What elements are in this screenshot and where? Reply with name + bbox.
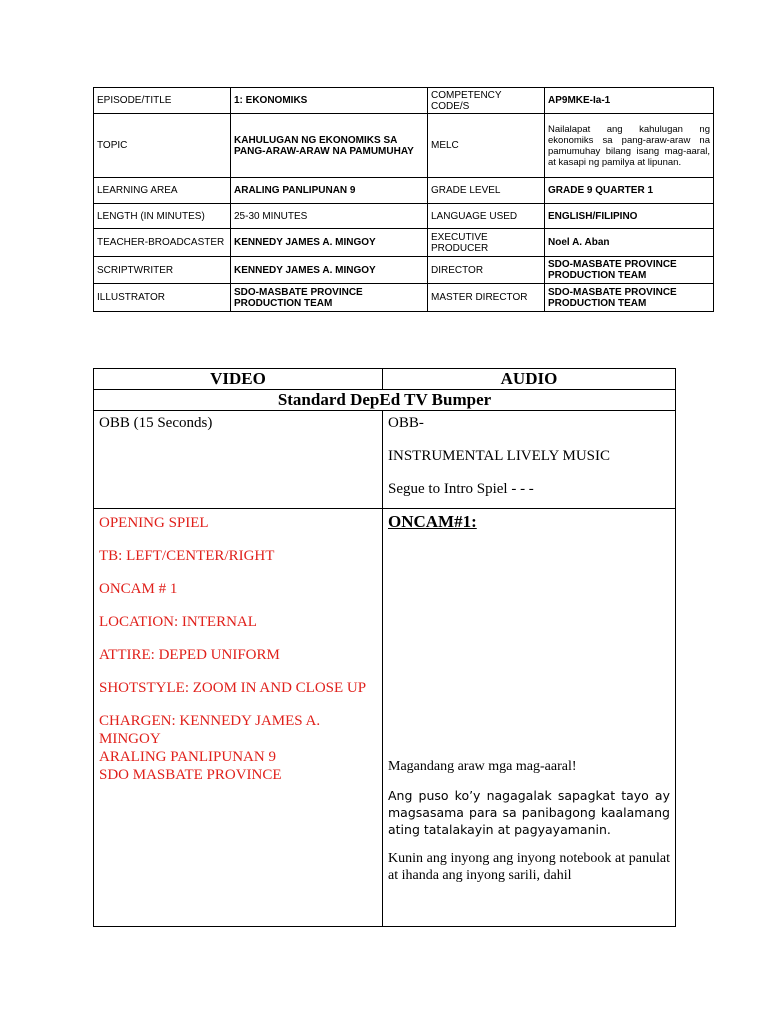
opening-spiel-text: OPENING SPIEL bbox=[99, 515, 209, 531]
location-text: LOCATION: INTERNAL bbox=[99, 614, 257, 630]
learning-area-value: ARALING PANLIPUNAN 9 bbox=[231, 178, 428, 204]
exec-producer-label: EXECUTIVE PRODUCER bbox=[428, 229, 545, 257]
obb-audio-cell bbox=[383, 411, 676, 509]
oncam-video-text: ONCAM # 1 bbox=[99, 581, 178, 597]
illustrator-value: SDO-MASBATE PROVINCE PRODUCTION TEAM bbox=[231, 284, 428, 312]
master-director-value: SDO-MASBATE PROVINCE PRODUCTION TEAM bbox=[545, 284, 714, 312]
info-row-scriptwriter bbox=[94, 257, 714, 284]
melc-value: Nailalapat ang kahulugan ng ekonomiks sa pang-araw-araw na pamumuhay bilang isang mag-aaral, at kasapi ng pamilya at lipunan. bbox=[545, 114, 714, 178]
video-header: VIDEO bbox=[94, 369, 383, 390]
topic-value: KAHULUGAN NG EKONOMIKS SA PANG-ARAW-ARAW NA PAMUMUHAY bbox=[231, 114, 428, 178]
obb-audio-line-1: OBB- bbox=[388, 415, 424, 431]
audio-paragraph-1: Ang puso ko’y nagagalak sapagkat tayo ay magsasama para sa panibagong kaalamang ating tatalakayin at pagyayamanin. bbox=[388, 788, 670, 837]
obb-video-cell bbox=[94, 411, 383, 509]
audio-greeting: Magandang araw mga mag-aaral! bbox=[388, 759, 577, 774]
audio-header: AUDIO bbox=[383, 369, 676, 390]
episode-value: 1: EKONOMIKS bbox=[231, 88, 428, 114]
oncam-audio-cell bbox=[383, 509, 676, 927]
director-label: DIRECTOR bbox=[428, 257, 545, 284]
learning-area-label: LEARNING AREA bbox=[94, 178, 231, 204]
language-value: ENGLISH/FILIPINO bbox=[545, 204, 714, 229]
episode-info-table bbox=[93, 87, 714, 312]
obb-row bbox=[94, 411, 676, 509]
oncam-audio-heading: ONCAM#1: bbox=[388, 512, 477, 531]
scriptwriter-label: SCRIPTWRITER bbox=[94, 257, 231, 284]
obb-audio-line-3: Segue to Intro Spiel - - - bbox=[388, 481, 534, 497]
audio-paragraph-2: Kunin ang inyong ang inyong notebook at panulat at ihanda ang inyong sarili, dahil bbox=[388, 851, 670, 883]
topic-label: TOPIC bbox=[94, 114, 231, 178]
chargen-text: CHARGEN: KENNEDY JAMES A. MINGOY bbox=[99, 713, 321, 747]
master-director-label: MASTER DIRECTOR bbox=[428, 284, 545, 312]
info-row-illustrator bbox=[94, 284, 714, 312]
length-label: LENGTH (IN MINUTES) bbox=[94, 204, 231, 229]
script-header-row bbox=[94, 369, 676, 390]
director-value: SDO-MASBATE PROVINCE PRODUCTION TEAM bbox=[545, 257, 714, 284]
competency-label: COMPETENCY CODE/S bbox=[428, 88, 545, 114]
shotstyle-text: SHOTSTYLE: ZOOM IN AND CLOSE UP bbox=[99, 680, 367, 696]
length-value: 25-30 MINUTES bbox=[231, 204, 428, 229]
bumper-row bbox=[94, 390, 676, 411]
obb-audio-line-2: INSTRUMENTAL LIVELY MUSIC bbox=[388, 448, 611, 464]
obb-video-text: OBB (15 Seconds) bbox=[99, 415, 213, 431]
chargen-subject-text: ARALING PANLIPUNAN 9 bbox=[99, 749, 276, 765]
scriptwriter-value: KENNEDY JAMES A. MINGOY bbox=[231, 257, 428, 284]
teacher-value: KENNEDY JAMES A. MINGOY bbox=[231, 229, 428, 257]
competency-value: AP9MKE-Ia-1 bbox=[545, 88, 714, 114]
attire-text: ATTIRE: DEPED UNIFORM bbox=[99, 647, 280, 663]
info-row-topic bbox=[94, 114, 714, 178]
oncam-row bbox=[94, 509, 676, 927]
exec-producer-value: Noel A. Aban bbox=[545, 229, 714, 257]
episode-label: EPISODE/TITLE bbox=[94, 88, 231, 114]
info-row-teacher bbox=[94, 229, 714, 257]
info-row-length bbox=[94, 204, 714, 229]
info-row-learning-area bbox=[94, 178, 714, 204]
bumper-title: Standard DepEd TV Bumper bbox=[94, 390, 676, 411]
language-label: LANGUAGE USED bbox=[428, 204, 545, 229]
oncam-video-cell bbox=[94, 509, 383, 927]
tb-text: TB: LEFT/CENTER/RIGHT bbox=[99, 548, 275, 564]
illustrator-label: ILLUSTRATOR bbox=[94, 284, 231, 312]
script-table bbox=[93, 368, 676, 927]
chargen-division-text: SDO MASBATE PROVINCE bbox=[99, 767, 282, 783]
audio-spacer bbox=[388, 532, 670, 758]
grade-level-value: GRADE 9 QUARTER 1 bbox=[545, 178, 714, 204]
info-row-episode bbox=[94, 88, 714, 114]
teacher-label: TEACHER-BROADCASTER bbox=[94, 229, 231, 257]
melc-label: MELC bbox=[428, 114, 545, 178]
grade-level-label: GRADE LEVEL bbox=[428, 178, 545, 204]
